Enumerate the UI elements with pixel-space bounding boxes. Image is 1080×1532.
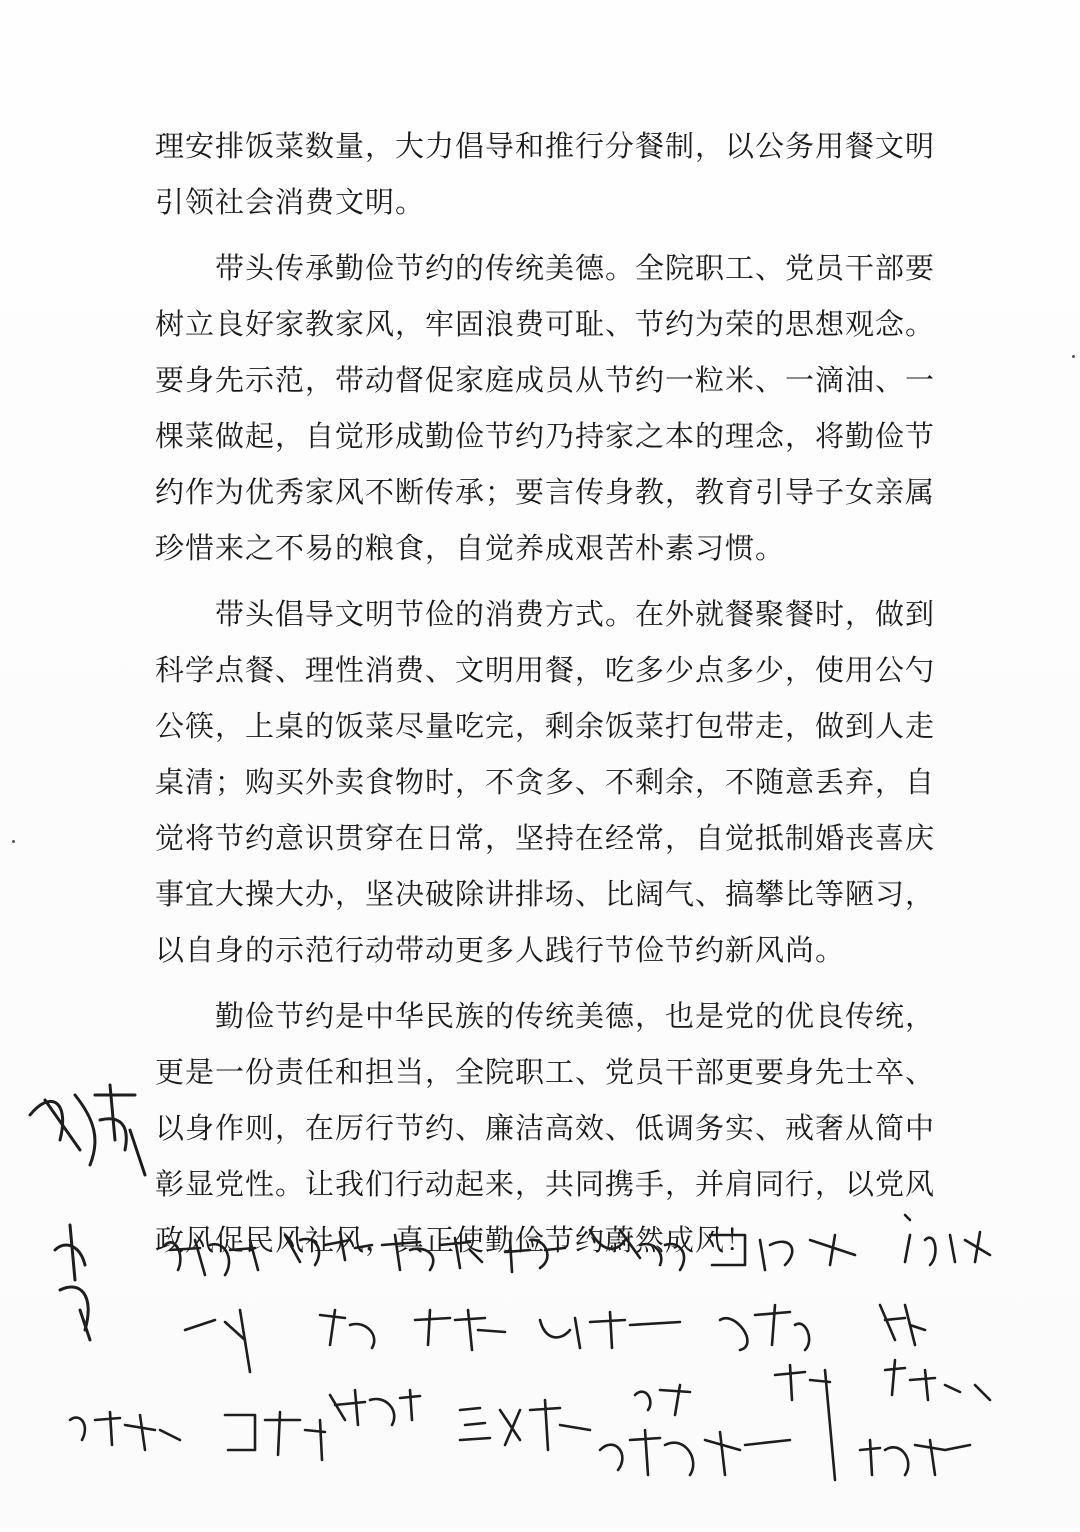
text-line: 带头传承勤俭节约的传统美德。全院职工、党员干部要	[155, 251, 936, 285]
text-line: 约作为优秀家风不断传承；要言传身教，教育引导子女亲属	[155, 475, 936, 509]
text-line: 桌清；购买外卖食物时，不贪多、不剩余，不随意丢弃，自	[155, 765, 936, 799]
text-line: 勤俭节约是中华民族的传统美德，也是党的优良传统，	[155, 999, 936, 1033]
text-line: 公筷，上桌的饭菜尽量吃完，剩余饭菜打包带走，做到人走	[155, 709, 936, 743]
text-line: 树立良好家教家风，牢固浪费可耻、节约为荣的思想观念。	[155, 307, 936, 341]
text-line: 带头倡导文明节俭的消费方式。在外就餐聚餐时，做到	[155, 597, 936, 631]
text-line: 政风促民风社风，真正使勤俭节约蔚然成风！	[155, 1223, 756, 1257]
scan-speck	[1072, 355, 1075, 358]
text-line: 觉将节约意识贯穿在日常，坚持在经常，自觉抵制婚丧喜庆	[155, 821, 936, 855]
text-line: 引领社会消费文明。	[155, 185, 426, 219]
scan-speck	[12, 840, 15, 843]
text-line: 更是一份责任和担当，全院职工、党员干部更要身先士卒、	[155, 1055, 936, 1089]
text-line: 以自身的示范行动带动更多人践行节俭节约新风尚。	[155, 933, 846, 967]
text-line: 棵菜做起，自觉形成勤俭节约乃持家之本的理念，将勤俭节	[155, 419, 936, 453]
text-line: 珍惜来之不易的粮食，自觉养成艰苦朴素习惯。	[155, 531, 786, 565]
text-line: 彰显党性。让我们行动起来，共同携手，并肩同行，以党风	[155, 1167, 936, 1201]
text-line: 要身先示范，带动督促家庭成员从节约一粒米、一滴油、一	[155, 363, 936, 397]
text-line: 理安排饭菜数量，大力倡导和推行分餐制，以公务用餐文明	[155, 129, 936, 163]
text-line: 科学点餐、理性消费、文明用餐，吃多少点多少，使用公勺	[155, 653, 936, 687]
text-line: 事宜大操大办，坚决破除讲排场、比阔气、搞攀比等陋习，	[155, 877, 936, 911]
text-line: 以身作则，在厉行节约、廉洁高效、低调务实、戒奢从简中	[155, 1111, 936, 1145]
